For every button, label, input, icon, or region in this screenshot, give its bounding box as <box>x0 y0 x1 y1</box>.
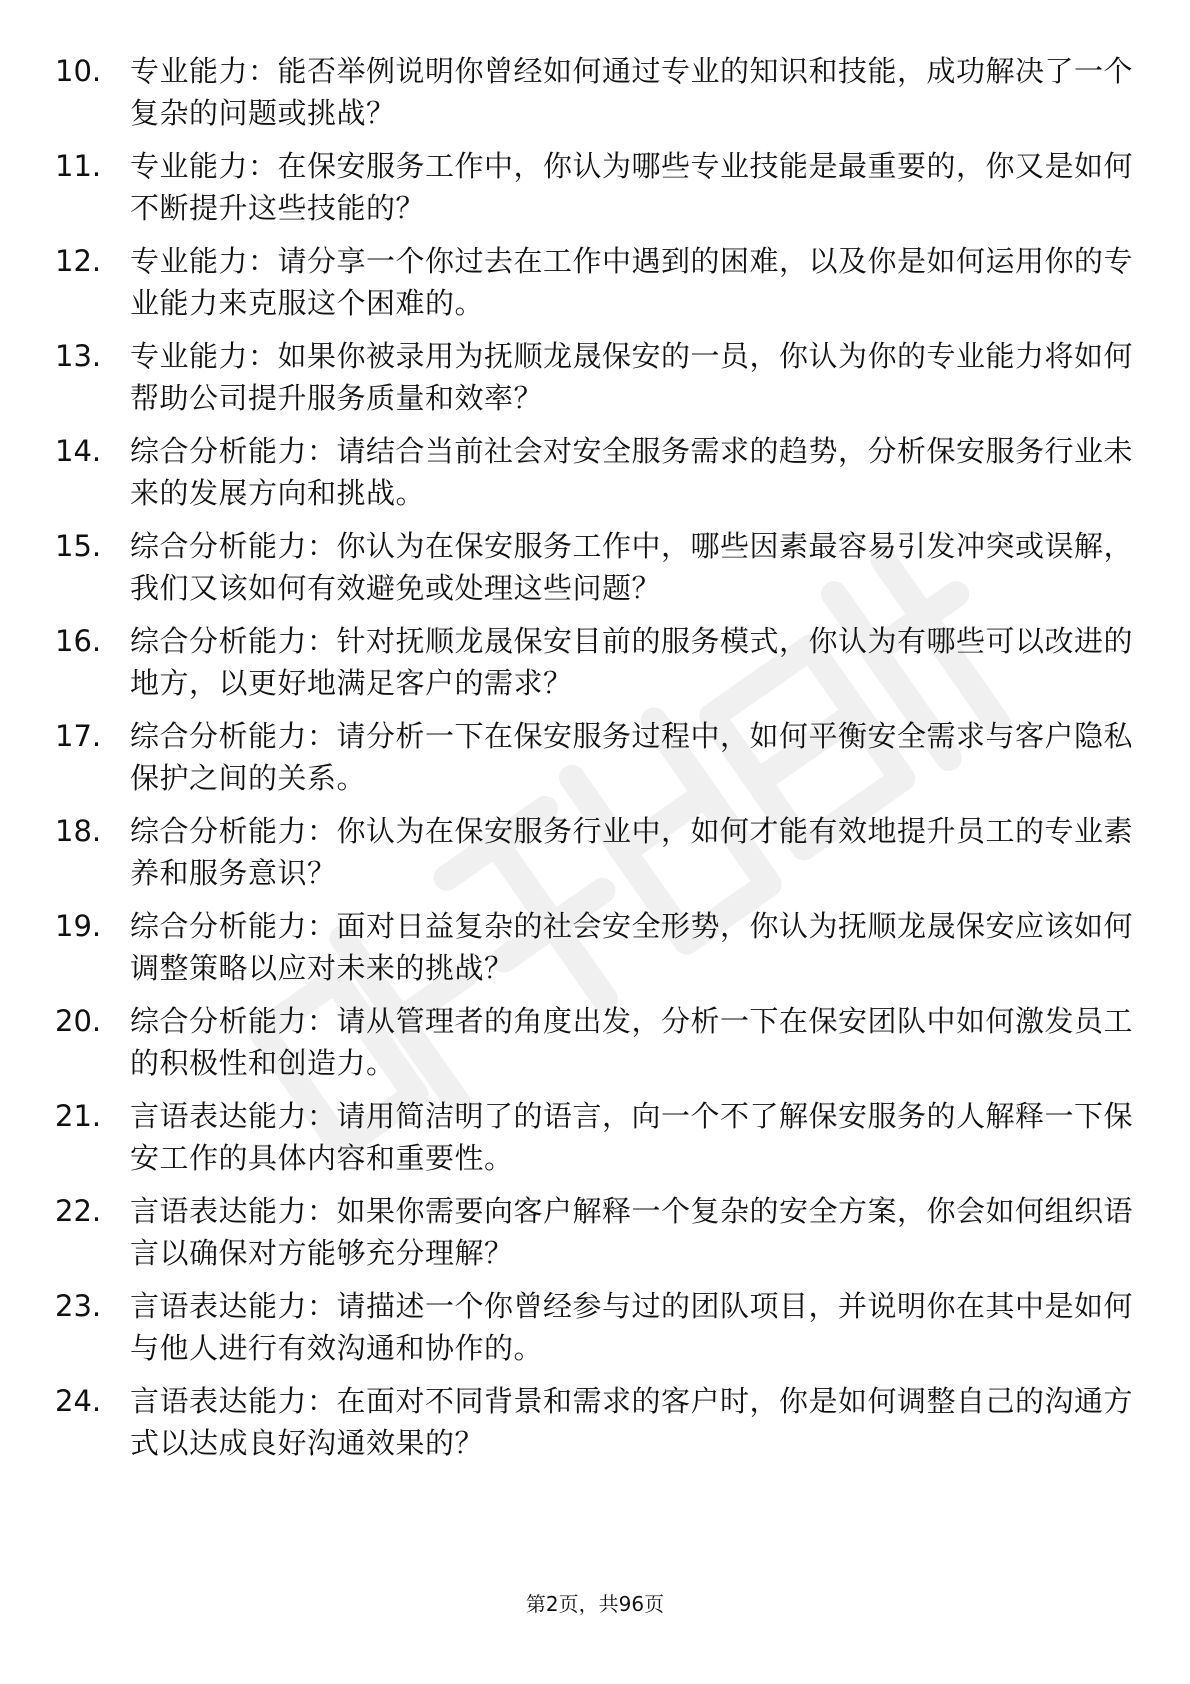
question-item <box>0 810 1190 905</box>
question-text: 言语表达能力：请用简洁明了的语言，向一个不了解保安服务的人解释一下保安工作的具体内容和重要性。 <box>130 1099 1134 1175</box>
question-text: 言语表达能力：如果你需要向客户解释一个复杂的安全方案，你会如何组织语言以确保对方能够充分理解？ <box>130 1194 1134 1270</box>
question-text: 专业能力：如果你被录用为抚顺龙晟保安的一员，你认为你的专业能力将如何帮助公司提升服务质量和效率？ <box>130 339 1134 415</box>
question-item <box>0 1190 1190 1285</box>
question-item <box>0 240 1190 335</box>
question-item <box>0 1000 1190 1095</box>
question-text: 综合分析能力：请分析一下在保安服务过程中，如何平衡安全需求与客户隐私保护之间的关系。 <box>130 719 1134 795</box>
question-number: 20. <box>55 1004 102 1038</box>
question-text: 专业能力：请分享一个你过去在工作中遇到的困难，以及你是如何运用你的专业能力来克服这个困难的。 <box>130 244 1134 320</box>
question-number: 23. <box>55 1289 102 1323</box>
question-item <box>0 335 1190 430</box>
question-text: 综合分析能力：你认为在保安服务工作中，哪些因素最容易引发冲突或误解，我们又该如何有效避免或处理这些问题？ <box>130 529 1134 605</box>
question-item <box>0 430 1190 525</box>
question-text: 综合分析能力：请从管理者的角度出发，分析一下在保安团队中如何激发员工的积极性和创造力。 <box>130 1004 1134 1080</box>
question-item <box>0 620 1190 715</box>
question-number: 16. <box>55 624 102 658</box>
question-item <box>0 1380 1190 1475</box>
question-item <box>0 50 1190 145</box>
question-text: 综合分析能力：你认为在保安服务行业中，如何才能有效地提升员工的专业素养和服务意识？ <box>130 814 1134 890</box>
question-list <box>0 50 1190 1475</box>
question-text: 综合分析能力：请结合当前社会对安全服务需求的趋势，分析保安服务行业未来的发展方向和挑战。 <box>130 434 1134 510</box>
question-number: 24. <box>55 1384 102 1418</box>
question-text: 专业能力：能否举例说明你曾经如何通过专业的知识和技能，成功解决了一个复杂的问题或挑战？ <box>130 54 1134 130</box>
question-item <box>0 905 1190 1000</box>
question-number: 15. <box>55 529 102 563</box>
question-number: 21. <box>55 1099 102 1133</box>
page-footer: 第2页，共96页 <box>525 1592 665 1616</box>
question-item <box>0 715 1190 810</box>
question-item <box>0 1095 1190 1190</box>
question-number: 14. <box>55 434 102 468</box>
question-number: 11. <box>55 149 102 183</box>
question-text: 综合分析能力：面对日益复杂的社会安全形势，你认为抚顺龙晟保安应该如何调整策略以应对未来的挑战？ <box>130 909 1134 985</box>
question-number: 10. <box>55 54 102 88</box>
question-number: 17. <box>55 719 102 753</box>
question-text: 综合分析能力：针对抚顺龙晟保安目前的服务模式，你认为有哪些可以改进的地方，以更好地满足客户的需求？ <box>130 624 1134 700</box>
question-text: 言语表达能力：请描述一个你曾经参与过的团队项目，并说明你在其中是如何与他人进行有效沟通和协作的。 <box>130 1289 1134 1365</box>
question-item <box>0 1285 1190 1380</box>
question-text: 专业能力：在保安服务工作中，你认为哪些专业技能是最重要的，你又是如何不断提升这些技能的？ <box>130 149 1134 225</box>
question-number: 19. <box>55 909 102 943</box>
question-item <box>0 145 1190 240</box>
question-number: 12. <box>55 244 102 278</box>
question-number: 13. <box>55 339 102 373</box>
question-item <box>0 525 1190 620</box>
question-number: 22. <box>55 1194 102 1228</box>
question-text: 言语表达能力：在面对不同背景和需求的客户时，你是如何调整自己的沟通方式以达成良好沟通效果的？ <box>130 1384 1134 1460</box>
question-number: 18. <box>55 814 102 848</box>
